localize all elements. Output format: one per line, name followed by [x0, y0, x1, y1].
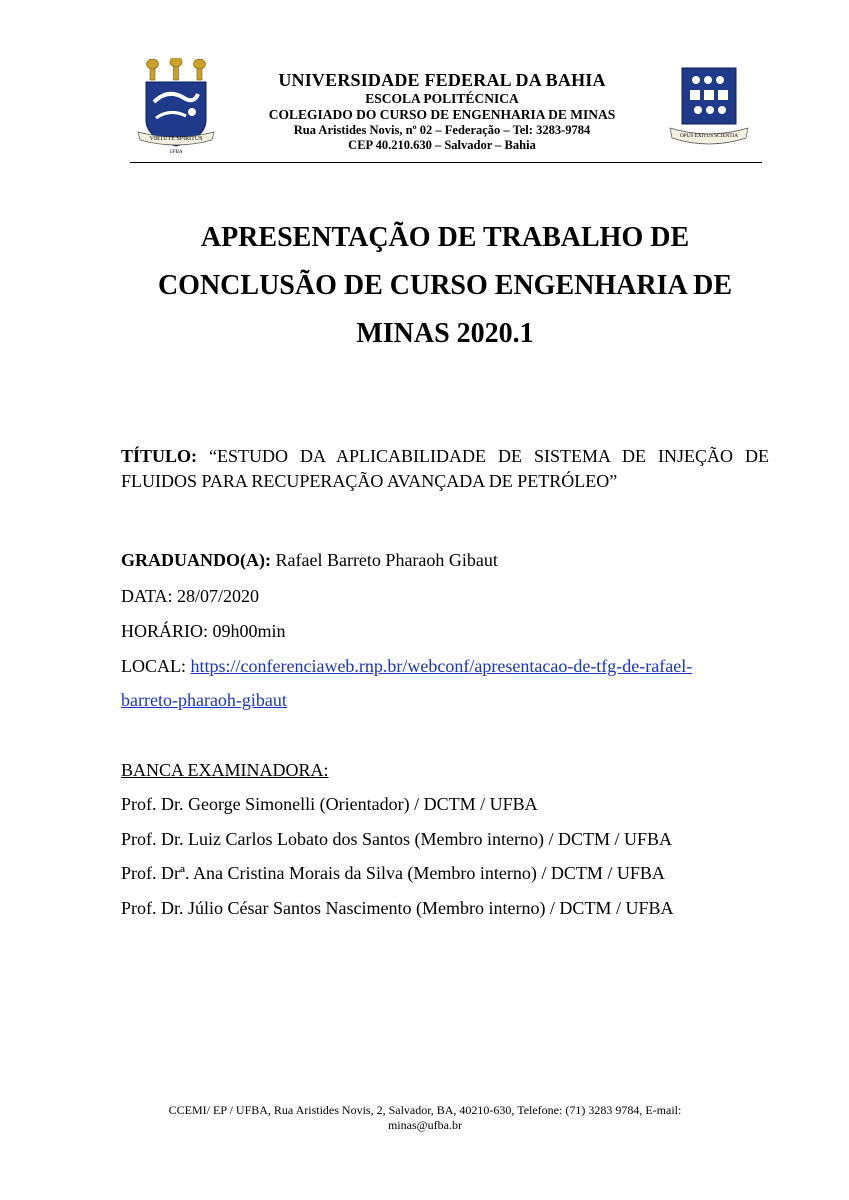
title-line-2: CONCLUSÃO DE CURSO ENGENHARIA DE	[157, 270, 733, 301]
banca-member: Prof. Dr. George Simonelli (Orientador) / DCTM / UFBA	[121, 794, 538, 814]
left-logo-text: UFBA	[169, 150, 183, 155]
escola-politecnica-logo	[668, 66, 750, 150]
left-logo-motto: VIRTUTE SPIRITUS	[149, 136, 203, 142]
banca-member: Prof. Dr. Luiz Carlos Lobato dos Santos (Membro interno) / DCTM / UFBA	[121, 829, 672, 849]
location-line	[121, 656, 692, 677]
conference-link[interactable]: https://conferenciaweb.rnp.br/webconf/apresentacao-de-tfg-de-rafael-	[190, 656, 693, 676]
footer-email: minas@ufba.br	[387, 1118, 463, 1132]
location-line-2	[121, 690, 287, 711]
school-name: ESCOLA POLITÉCNICA	[365, 91, 519, 107]
graduando-label: GRADUANDO(A):	[121, 550, 271, 570]
titulo-value: “ESTUDO DA APLICABILIDADE DE SISTEMA DE INJEÇÃO DE FLUIDOS PARA RECUPERAÇÃO AVANÇADA DE PETRÓLEO”	[121, 446, 769, 491]
letterhead-text	[224, 70, 660, 153]
collegiate-name: COLEGIADO DO CURSO DE ENGENHARIA DE MINAS	[268, 107, 616, 123]
banca-heading: BANCA EXAMINADORA:	[121, 760, 329, 780]
footer-line-1: CCEMI/ EP / UFBA, Rua Aristides Novis, 2, Salvador, BA, 40210-630, Telefone: (71) 3283 9784, E-mail:	[168, 1103, 682, 1117]
titulo-label: TÍTULO:	[121, 446, 198, 466]
page-footer	[130, 1103, 720, 1133]
ufba-coat-of-arms-logo	[136, 58, 216, 158]
work-title	[121, 444, 769, 494]
banca-member: Prof. Dr. Júlio César Santos Nascimento (Membro interno) / DCTM / UFBA	[121, 898, 674, 918]
cep-line: CEP 40.210.630 – Salvador – Bahia	[348, 137, 536, 152]
location-label: LOCAL:	[121, 656, 191, 676]
time-line: HORÁRIO: 09h00min	[121, 621, 286, 641]
graduando-value: Rafael Barreto Pharaoh Gibaut	[270, 550, 498, 570]
document-title	[130, 214, 760, 358]
graduando-line	[121, 550, 498, 571]
banca-member: Prof. Drª. Ana Cristina Morais da Silva (Membro interno) / DCTM / UFBA	[121, 863, 665, 883]
letterhead	[128, 58, 762, 162]
university-name: UNIVERSIDADE FEDERAL DA BAHIA	[278, 70, 606, 90]
right-logo-motto: OPUS EXITUS SCIENTIA	[680, 133, 738, 139]
conference-link-continued[interactable]: barreto-pharaoh-gibaut	[121, 690, 287, 710]
title-line-1: APRESENTAÇÃO DE TRABALHO DE	[200, 222, 690, 253]
header-divider	[130, 162, 762, 163]
address-line: Rua Aristides Novis, nº 02 – Federação – Tel: 3283-9784	[293, 123, 591, 138]
title-line-3: MINAS 2020.1	[356, 318, 534, 349]
date-line: DATA: 28/07/2020	[121, 586, 260, 606]
